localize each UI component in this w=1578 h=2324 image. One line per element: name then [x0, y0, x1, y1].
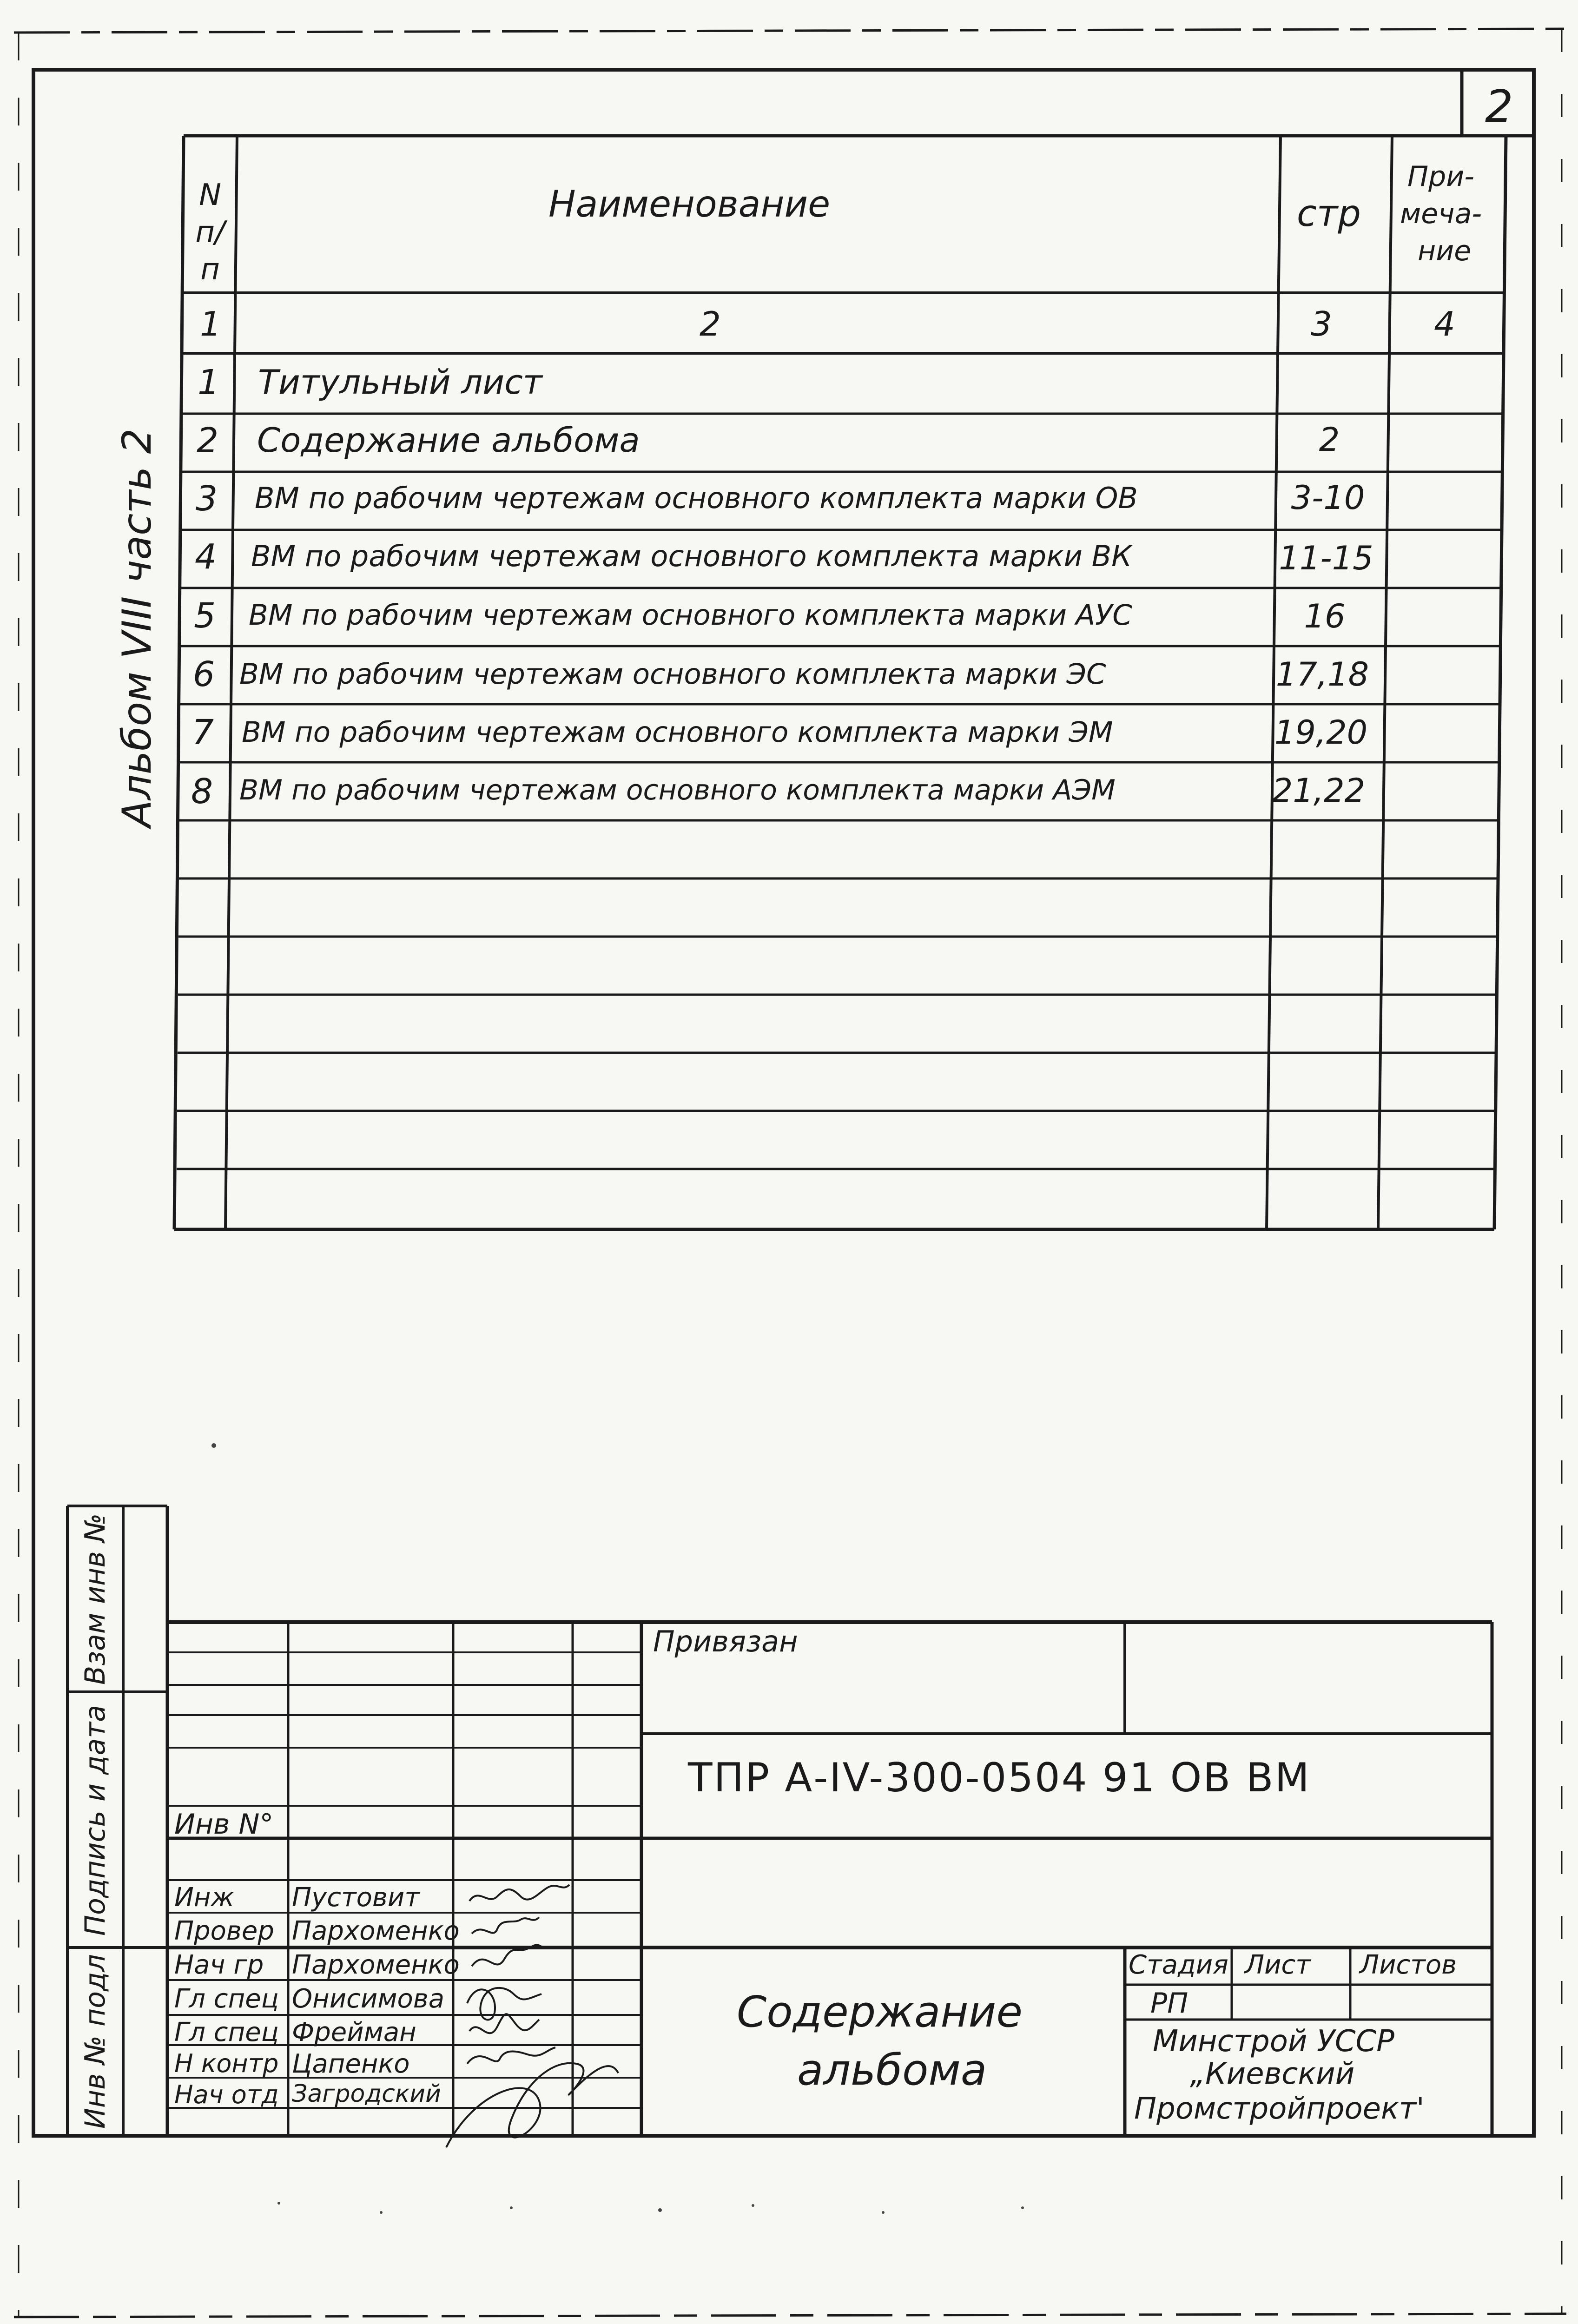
row-2-num: 2 [197, 421, 219, 461]
stamp-vzam-inv: Взам инв № [79, 1513, 112, 1685]
org-line3: Промстройпроект' [1134, 2092, 1425, 2126]
row-4-page: 11-15 [1279, 539, 1373, 577]
stage-label: Стадия [1129, 1950, 1228, 1980]
inv-no-label: Инв N° [174, 1808, 274, 1841]
row-4-name: ВМ по рабочим чертежам основного комплекта марки ВК [251, 539, 1132, 573]
header-note-1: При- [1407, 160, 1474, 193]
row-5-name: ВМ по рабочим чертежам основного комплекта марки АУС [249, 599, 1132, 632]
row-4-num: 4 [195, 537, 217, 577]
staff-7-name: Загродский [292, 2080, 441, 2108]
staff-3-name: Пархоменко [292, 1950, 460, 1980]
colnum-4: 4 [1434, 304, 1455, 343]
stamp-sign-date: Подпись и дата [79, 1705, 112, 1936]
row-3-name: ВМ по рабочим чертежам основного комплекта марки ОВ [255, 481, 1138, 515]
row-5-num: 5 [194, 596, 216, 636]
staff-1-role: Инж [174, 1882, 234, 1913]
org-line2: „Киевский [1190, 2057, 1355, 2091]
stamp-inv-podl: Инв № подл [79, 1954, 112, 2129]
row-6-num: 6 [193, 654, 215, 694]
row-7-page: 19,20 [1274, 713, 1368, 752]
row-3-page: 3-10 [1291, 479, 1365, 517]
staff-4-name: Онисимова [292, 1984, 445, 2014]
colnum-3: 3 [1311, 304, 1332, 343]
row-8-num: 8 [191, 772, 213, 812]
colnum-2: 2 [700, 304, 721, 343]
row-2-page: 2 [1319, 421, 1340, 459]
row-1-name: Титульный лист [258, 363, 542, 402]
staff-5-role: Гл спец [174, 2017, 279, 2047]
privyazan-label: Привязан [653, 1624, 798, 1658]
org-line1: Минстрой УССР [1153, 2024, 1394, 2059]
header-note-2: меча- [1400, 198, 1482, 230]
row-5-page: 16 [1304, 597, 1346, 635]
row-3-num: 3 [196, 479, 218, 519]
row-6-name: ВМ по рабочим чертежам основного комплекта марки ЭС [239, 658, 1106, 691]
staff-7-role: Нач отд [174, 2080, 279, 2109]
stage-value: РП [1150, 1987, 1188, 2020]
header-note-3: ние [1418, 235, 1472, 267]
row-7-num: 7 [192, 713, 214, 753]
sheet-number: 2 [1485, 81, 1513, 132]
row-2-name: Содержание альбома [257, 421, 640, 460]
staff-6-role: Н контр [174, 2049, 279, 2078]
staff-1-name: Пустовит [292, 1882, 420, 1913]
row-7-name: ВМ по рабочим чертежам основного комплекта марки ЭМ [242, 716, 1113, 749]
header-num: N п/п [195, 178, 225, 287]
document-title-line1: Содержание [737, 1987, 1023, 2037]
sheets-label: Листов [1360, 1950, 1457, 1980]
row-1-num: 1 [198, 363, 220, 403]
staff-5-name: Фрейман [292, 2017, 416, 2047]
staff-3-role: Нач гр [174, 1950, 264, 1980]
row-8-page: 21,22 [1272, 772, 1366, 810]
document-title-line2: альбома [797, 2045, 987, 2095]
document-code: ТПР А-IV-300-0504 91 ОВ ВМ [688, 1755, 1311, 1801]
staff-2-name: Пархоменко [292, 1916, 460, 1946]
row-8-name: ВМ по рабочим чертежам основного комплекта марки АЭМ [239, 774, 1116, 806]
album-side-title: Альбом VIII часть 2 [114, 428, 160, 827]
staff-6-name: Цапенко [292, 2049, 410, 2079]
header-page: стр [1297, 193, 1361, 235]
sheet-label: Лист [1245, 1950, 1311, 1980]
staff-2-role: Провер [174, 1916, 274, 1946]
header-name: Наименование [548, 184, 831, 225]
staff-4-role: Гл спец [174, 1984, 279, 2014]
colnum-1: 1 [200, 304, 221, 343]
row-6-page: 17,18 [1275, 655, 1369, 693]
